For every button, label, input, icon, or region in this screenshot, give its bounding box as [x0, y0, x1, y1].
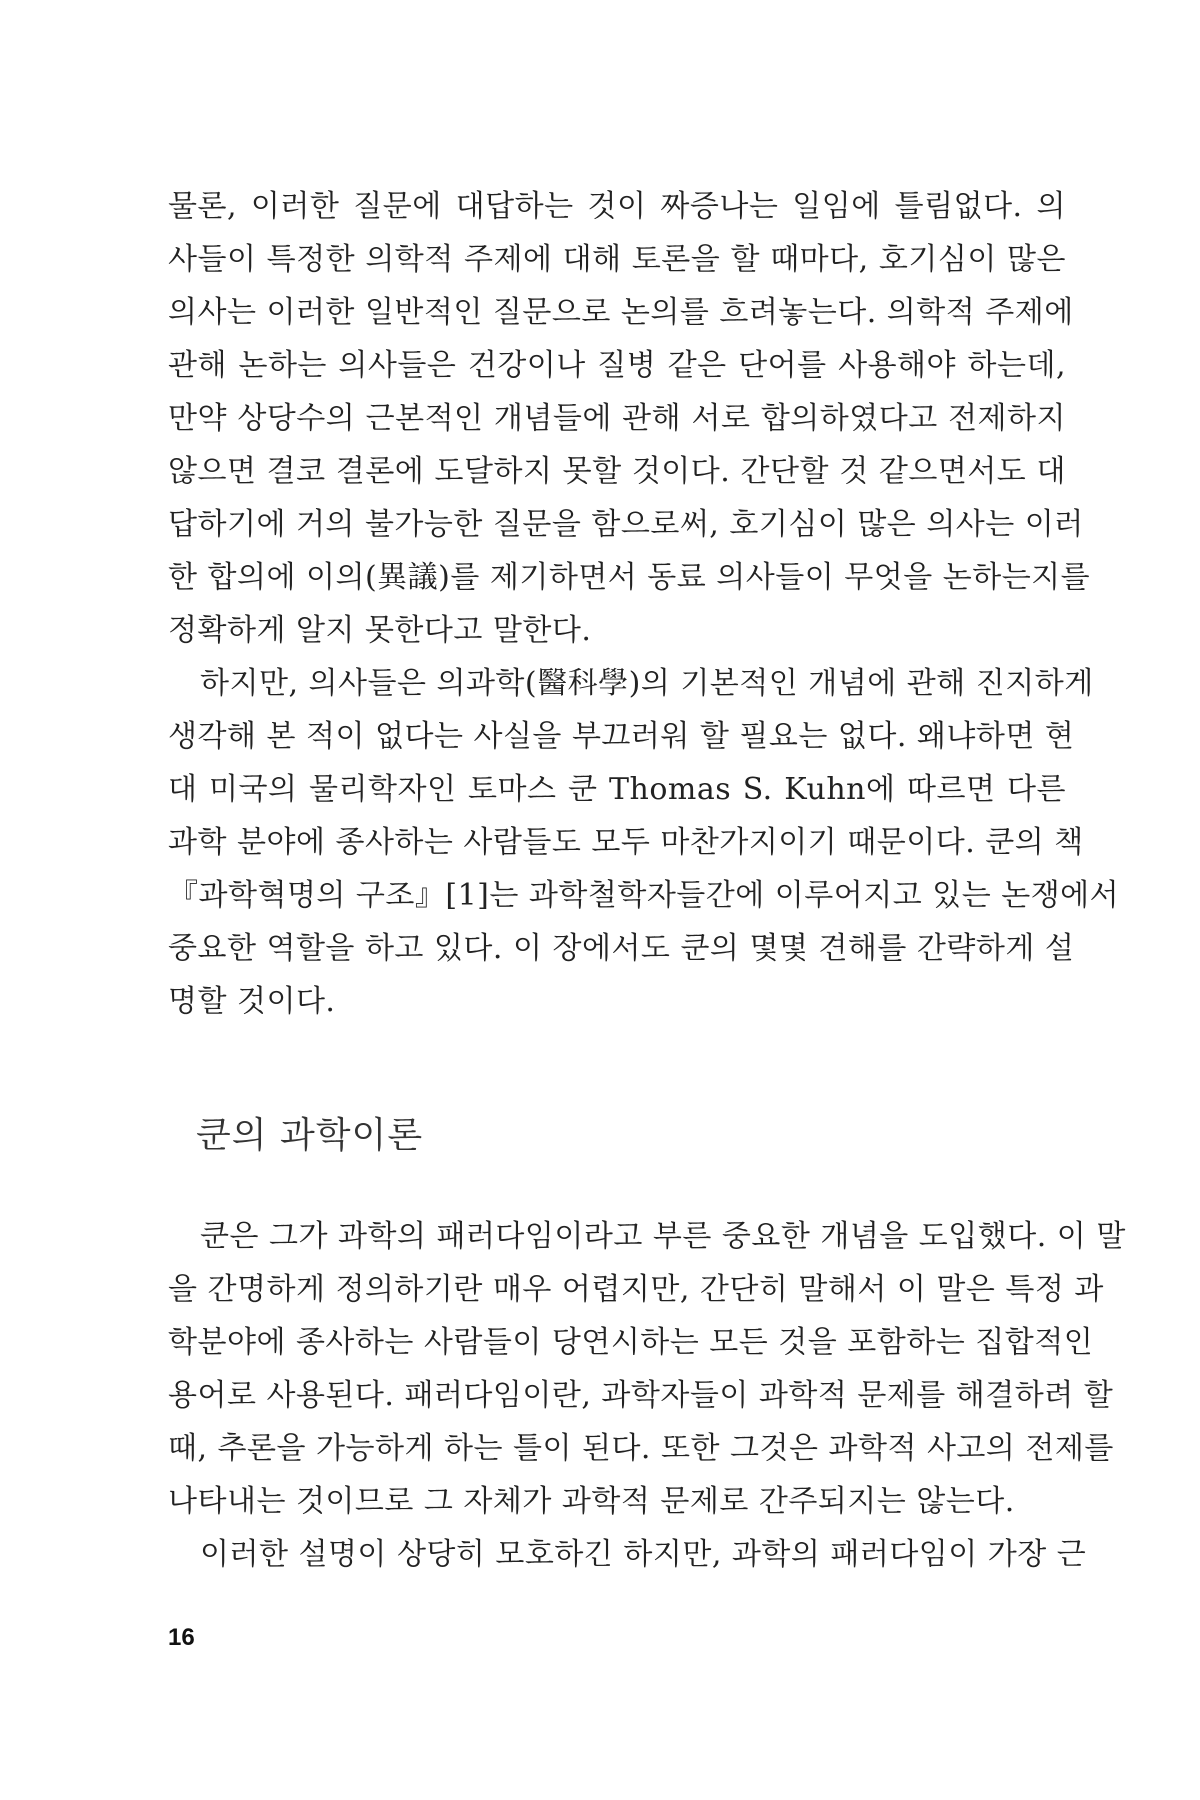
text-line: 않으면 결코 결론에 도달하지 못할 것이다. 간단할 것 같으면서도 대 [168, 454, 1066, 489]
text-line: 관해 논하는 의사들은 건강이나 질병 같은 단어를 사용해야 하는데, [168, 348, 1066, 383]
text-line: 나타내는 것이므로 그 자체가 과학적 문제로 간주되지는 않는다. [168, 1484, 1015, 1519]
text-line: 정확하게 알지 못한다고 말한다. [168, 613, 592, 648]
paragraph-1 [168, 180, 1091, 657]
text-line: 의사는 이러한 일반적인 질문으로 논의를 흐려놓는다. 의학적 주제에 [168, 295, 1074, 330]
text-line: 답하기에 거의 불가능한 질문을 함으로써, 호기심이 많은 의사는 이러 [168, 507, 1084, 542]
text-line: 이러한 설명이 상당히 모호하긴 하지만, 과학의 패러다임이 가장 근 [200, 1537, 1087, 1572]
text-line: 쿤은 그가 과학의 패러다임이라고 부른 중요한 개념을 도입했다. 이 말 [200, 1219, 1126, 1254]
text-line: 『과학혁명의 구조』[1]는 과학철학자들간에 이루어지고 있는 논쟁에서 [168, 878, 1120, 913]
section-heading: 쿤의 과학이론 [196, 1115, 424, 1156]
text-line: 만약 상당수의 근본적인 개념들에 관해 서로 합의하였다고 전제하지 [168, 401, 1066, 436]
paragraph-4 [168, 1528, 1087, 1581]
text-line: 용어로 사용된다. 패러다임이란, 과학자들이 과학적 문제를 해결하려 할 [168, 1378, 1114, 1413]
paragraph-2 [168, 657, 1120, 1028]
paragraph-3 [168, 1210, 1126, 1528]
page-number: 16 [168, 1624, 195, 1651]
text-line: 대 미국의 물리학자인 토마스 쿤 Thomas S. Kuhn에 따르면 다른 [168, 772, 1066, 807]
text-line: 과학 분야에 종사하는 사람들도 모두 마찬가지이기 때문이다. 쿤의 책 [168, 825, 1084, 860]
text-line: 생각해 본 적이 없다는 사실을 부끄러워 할 필요는 없다. 왜냐하면 현 [168, 719, 1075, 754]
text-line: 학분야에 종사하는 사람들이 당연시하는 모든 것을 포함하는 집합적인 [168, 1325, 1094, 1360]
text-line: 때, 추론을 가능하게 하는 틀이 된다. 또한 그것은 과학적 사고의 전제를 [168, 1431, 1114, 1466]
text-line: 을 간명하게 정의하기란 매우 어렵지만, 간단히 말해서 이 말은 특정 과 [168, 1272, 1104, 1307]
text-line: 명할 것이다. [168, 984, 336, 1019]
text-line: 중요한 역할을 하고 있다. 이 장에서도 쿤의 몇몇 견해를 간략하게 설 [168, 931, 1075, 966]
text-line: 사들이 특정한 의학적 주제에 대해 토론을 할 때마다, 호기심이 많은 [168, 242, 1066, 277]
text-line: 하지만, 의사들은 의과학(醫科學)의 기본적인 개념에 관해 진지하게 [200, 666, 1094, 701]
text-line: 물론, 이러한 질문에 대답하는 것이 짜증나는 일임에 틀림없다. 의 [168, 189, 1066, 224]
text-line: 한 합의에 이의(異議)를 제기하면서 동료 의사들이 무엇을 논하는지를 [168, 560, 1091, 595]
